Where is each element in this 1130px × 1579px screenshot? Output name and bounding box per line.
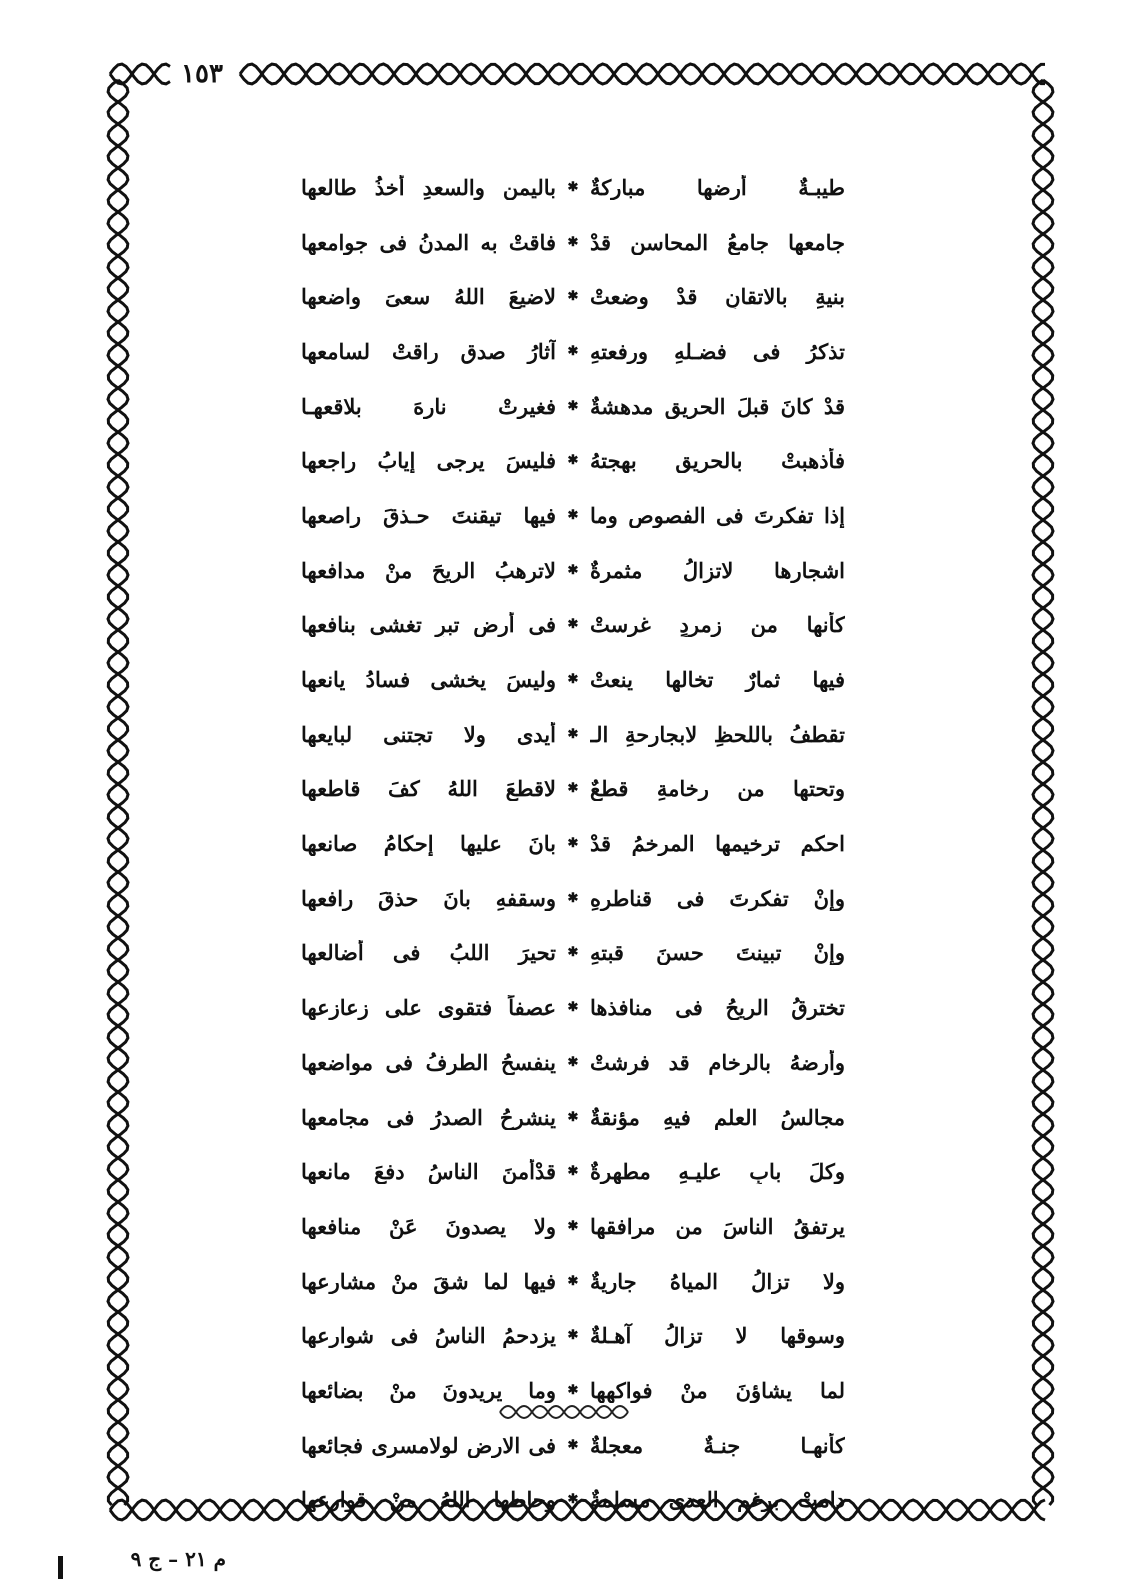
verse-separator: ✱ bbox=[567, 562, 579, 578]
verse-first-hemistich: وسوقها لا تزالُ آهـلةٌ bbox=[590, 1323, 845, 1349]
verse-separator: ✱ bbox=[567, 1273, 579, 1289]
verse-second-hemistich: وحاطها اللهُ منْ قوارعها bbox=[301, 1487, 556, 1513]
verse-second-hemistich: أيدى ولا تجتنى لبايعها bbox=[301, 721, 556, 747]
verse-line bbox=[300, 269, 845, 324]
poem bbox=[300, 160, 845, 1527]
verse-separator: ✱ bbox=[567, 1109, 579, 1125]
verse-first-hemistich: وتحتها من رخامةِ قطعٌ bbox=[590, 776, 845, 802]
verse-second-hemistich: ولا يصدونَ عَنْ منافعها bbox=[301, 1213, 556, 1239]
verse-line bbox=[300, 379, 845, 434]
verse-line bbox=[300, 1199, 845, 1254]
verse-separator: ✱ bbox=[567, 1437, 579, 1453]
verse-second-hemistich: فى أرضِ تبرٍ تغشى بنافعها bbox=[301, 612, 556, 638]
verse-second-hemistich: آثارُ صدقِ راقتْ لسامعها bbox=[301, 338, 556, 364]
verse-line bbox=[300, 1144, 845, 1199]
verse-second-hemistich: فغيرتْ نارهَ بلاقعهـا bbox=[301, 393, 556, 419]
verse-first-hemistich: فيها ثمارٌ تخالها ينعتْ bbox=[590, 667, 845, 693]
verse-second-hemistich: وما يريدونَ منْ بضائعها bbox=[301, 1377, 556, 1403]
verse-second-hemistich: فيها تيقنتَ حـذقَ راصعها bbox=[301, 502, 556, 528]
verse-first-hemistich: تخترقُ الريحُ فى منافذها bbox=[590, 995, 845, 1021]
verse-separator: ✱ bbox=[567, 781, 579, 797]
verse-line bbox=[300, 926, 845, 981]
verse-separator: ✱ bbox=[567, 617, 579, 633]
printer-signature: م ٢١ – ج ٩ bbox=[96, 1544, 226, 1574]
verse-first-hemistich: وكلَ بابٍ عليـهِ مطهرةٌ bbox=[590, 1159, 845, 1185]
verse-line bbox=[300, 543, 845, 598]
verse-line bbox=[300, 1090, 845, 1145]
verse-first-hemistich: ولا تزالُ المياهُ جاريةٌ bbox=[590, 1268, 845, 1294]
verse-second-hemistich: فليسَ يرجى إيابُ راجعها bbox=[301, 448, 556, 474]
verse-separator: ✱ bbox=[567, 1164, 579, 1180]
verse-line bbox=[300, 598, 845, 653]
verse-first-hemistich: دامتْ برغمِ العدى مسلمةٌ bbox=[590, 1487, 845, 1513]
verse-separator: ✱ bbox=[567, 179, 579, 195]
tailpiece-ornament bbox=[490, 1397, 630, 1427]
verse-line bbox=[300, 707, 845, 762]
verse-second-hemistich: عصفاً فتقوى على زعازعها bbox=[301, 995, 556, 1021]
verse-first-hemistich: وإنْ تبينتَ حسنَ قبتهِ bbox=[590, 940, 845, 966]
verse-first-hemistich: طيبـةٌ أرضها مباركةٌ bbox=[590, 174, 845, 200]
page-number: ١٥٣ bbox=[172, 56, 232, 92]
verse-line bbox=[300, 1473, 845, 1528]
verse-second-hemistich: فى الارضِ لولامسرى فجائعها bbox=[301, 1432, 556, 1458]
verse-first-hemistich: جامعها جامعُ المحاسنِ قدْ bbox=[590, 229, 845, 255]
verse-second-hemistich: لاضيعَ اللهُ سعىَ واضعها bbox=[301, 284, 556, 310]
verse-separator: ✱ bbox=[567, 672, 579, 688]
verse-first-hemistich: إذا تفكرتَ فى الفصوصِ وما bbox=[590, 502, 845, 528]
verse-line bbox=[300, 1308, 845, 1363]
verse-separator: ✱ bbox=[567, 1382, 579, 1398]
verse-separator: ✱ bbox=[567, 234, 579, 250]
verse-second-hemistich: لاقطعَ اللهُ كفَ قاطعها bbox=[301, 776, 556, 802]
verse-line bbox=[300, 652, 845, 707]
verse-separator: ✱ bbox=[567, 1054, 579, 1070]
verse-separator: ✱ bbox=[567, 890, 579, 906]
verse-separator: ✱ bbox=[567, 726, 579, 742]
verse-second-hemistich: قدْأمنَ الناسُ دفعَ مانعها bbox=[301, 1159, 556, 1185]
verse-line bbox=[300, 871, 845, 926]
verse-first-hemistich: اشجارها لاتزالُ مثمرةٌ bbox=[590, 557, 845, 583]
verse-separator: ✱ bbox=[567, 453, 579, 469]
verse-separator: ✱ bbox=[567, 398, 579, 414]
verse-separator: ✱ bbox=[567, 507, 579, 523]
verse-first-hemistich: مجالسُ العلمِ فيهِ مؤنقةٌ bbox=[590, 1104, 845, 1130]
verse-second-hemistich: وسقفهِ بانَ حذقَ رافعها bbox=[301, 885, 556, 911]
verse-first-hemistich: يرتفقُ الناسَ من مرافقها bbox=[590, 1213, 845, 1239]
verse-first-hemistich: لما يشاؤنَ منْ فواكهها bbox=[590, 1377, 845, 1403]
verse-line bbox=[300, 215, 845, 270]
verse-line bbox=[300, 1035, 845, 1090]
verse-line bbox=[300, 488, 845, 543]
verse-first-hemistich: فأذهبتْ بالحريقِ بهجتهُ bbox=[590, 448, 845, 474]
verse-second-hemistich: ينفسحُ الطرفُ فى مواضعها bbox=[301, 1049, 556, 1075]
verse-second-hemistich: باليمن والسعدِ أخذُ طالعها bbox=[301, 174, 556, 200]
verse-first-hemistich: وإنْ تفكرتَ فى قناطرهِ bbox=[590, 885, 845, 911]
verse-separator: ✱ bbox=[567, 1492, 579, 1508]
verse-separator: ✱ bbox=[567, 289, 579, 305]
verse-second-hemistich: فيها لما شقَ منْ مشارعها bbox=[301, 1268, 556, 1294]
verse-line bbox=[300, 433, 845, 488]
verse-first-hemistich: بنيةِ بالاتقانِ قدْ وضعتْ bbox=[590, 284, 845, 310]
verse-second-hemistich: يزدحمُ الناسُ فى شوارعها bbox=[301, 1323, 556, 1349]
corner-mark bbox=[58, 1556, 63, 1579]
verse-separator: ✱ bbox=[567, 1218, 579, 1234]
verse-first-hemistich: تقطفُ باللحظِ لابجارحةِ الـ bbox=[590, 721, 845, 747]
verse-line bbox=[300, 1254, 845, 1309]
verse-first-hemistich: قدْ كانَ قبلَ الحريقِ مدهشةٌ bbox=[590, 393, 845, 419]
verse-second-hemistich: بانَ عليها إحكامُ صانعها bbox=[301, 831, 556, 857]
verse-line bbox=[300, 160, 845, 215]
verse-separator: ✱ bbox=[567, 836, 579, 852]
verse-line bbox=[300, 324, 845, 379]
verse-second-hemistich: ينشرحُ الصدرُ فى مجامعها bbox=[301, 1104, 556, 1130]
verse-second-hemistich: فاقتْ به المدنُ فى جوامعها bbox=[301, 229, 556, 255]
verse-separator: ✱ bbox=[567, 945, 579, 961]
verse-first-hemistich: احكم ترخيمها المرخمُ قدْ bbox=[590, 831, 845, 857]
verse-first-hemistich: كأنهـا جنـةٌ معجلةٌ bbox=[590, 1432, 845, 1458]
verse-separator: ✱ bbox=[567, 1000, 579, 1016]
verse-second-hemistich: لاترهبُ الريحَ منْ مدافعها bbox=[301, 557, 556, 583]
verse-second-hemistich: تحيرَ اللبُ فى أضالعها bbox=[301, 940, 556, 966]
verse-first-hemistich: وأرضهُ بالرخامِ قد فرشتْ bbox=[590, 1049, 845, 1075]
verse-separator: ✱ bbox=[567, 343, 579, 359]
verse-line bbox=[300, 980, 845, 1035]
verse-first-hemistich: تذكرُ فى فضـلهِ ورفعتهِ bbox=[590, 338, 845, 364]
verse-separator: ✱ bbox=[567, 1328, 579, 1344]
verse-line bbox=[300, 816, 845, 871]
verse-line bbox=[300, 762, 845, 817]
verse-first-hemistich: كأنها من زمردٍ غرستْ bbox=[590, 612, 845, 638]
verse-second-hemistich: وليسَ يخشى فسادُ يانعها bbox=[301, 667, 556, 693]
